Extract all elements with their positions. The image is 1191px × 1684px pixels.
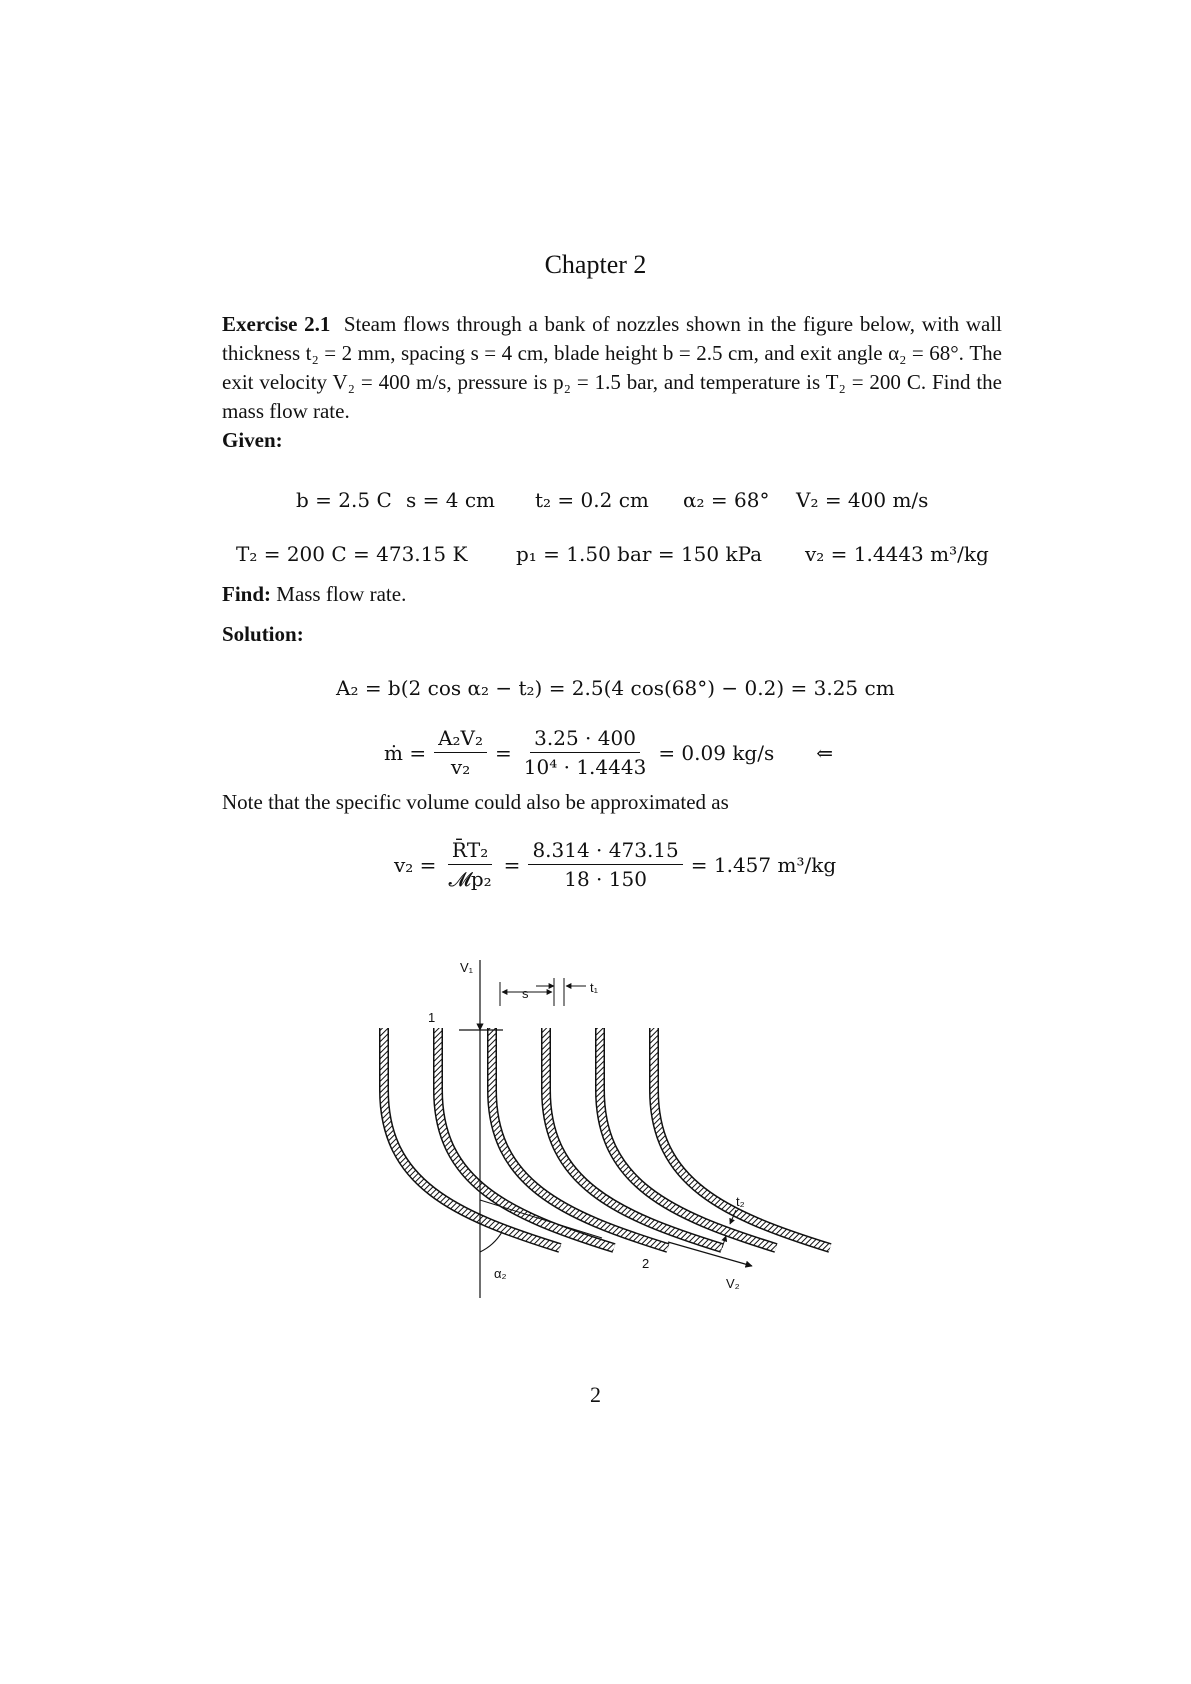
label-alpha2: α₂ (494, 1266, 507, 1281)
equation-mass-flow (384, 724, 833, 781)
equation-specific-volume (394, 836, 836, 893)
given-p1: p₁ = 1.50 bar = 150 kPa (516, 542, 763, 566)
v-result: = 1.457 m³/kg (690, 852, 837, 877)
given-alpha2: α₂ = 68° (683, 488, 770, 512)
v-den1: 𝓜p₂ (448, 867, 492, 891)
v-num2: 8.314 · 473.15 (528, 836, 682, 865)
label-t1: t₁ (590, 980, 598, 995)
label-station-1: 1 (428, 1010, 436, 1025)
mdot-fraction-symbolic (434, 724, 487, 781)
label-v1: V₁ (460, 960, 474, 975)
exercise-text: Steam flows through a bank of nozzles shown in the figure below, with wall thickness t₂ = 2 mm, spacing s = 4 cm, blade height b = 2.5 cm, and exit angle α₂ = 68°. The exit velocity V₂ = 400 m/s, pressure is p₂ = 1.5 bar, and temperature is T₂ = 200 C. Find the mass flow rate. (222, 312, 1002, 423)
answer-arrow-icon: ⇐ (816, 740, 834, 765)
v-lhs: v₂ = (394, 852, 437, 877)
find-line (222, 582, 406, 607)
label-station-2: 2 (642, 1256, 650, 1271)
label-t2: t₂ (736, 1194, 745, 1209)
v-num1: R̄T₂ (448, 836, 492, 865)
mdot-result: = 0.09 kg/s (658, 740, 775, 765)
mdot-den1: v₂ (450, 755, 471, 779)
nozzle-blades (384, 1028, 830, 1248)
exercise-label: Exercise 2.1 (222, 312, 331, 336)
given-V2: V₂ = 400 m/s (796, 488, 929, 512)
given-t2: t₂ = 0.2 cm (535, 488, 649, 512)
label-s: s (522, 986, 529, 1001)
v-fraction-symbolic (444, 836, 495, 893)
chapter-title: Chapter 2 (544, 250, 647, 279)
find-label: Find: (222, 582, 272, 606)
page-number: 2 (590, 1382, 601, 1407)
given-s: s = 4 cm (406, 488, 495, 512)
mdot-eq: = (495, 740, 512, 765)
v-eq: = (503, 852, 521, 877)
nozzle-bank-figure (360, 948, 850, 1308)
alpha2-arc (480, 1232, 502, 1252)
exercise-statement (222, 310, 1002, 426)
mdot-fraction-numeric (520, 724, 651, 781)
note-text: Note that the specific volume could also be approximated as (222, 790, 729, 814)
mdot-lhs: ṁ = (384, 740, 427, 765)
given-b: b = 2.5 C (296, 488, 392, 512)
given-label: Given: (222, 428, 283, 452)
solution-label: Solution: (222, 622, 304, 646)
given-T2: T₂ = 200 C = 473.15 K (236, 542, 468, 566)
given-v2: v₂ = 1.4443 m³/kg (805, 542, 989, 566)
v-fraction-numeric (528, 836, 682, 893)
find-text: Mass flow rate. (276, 582, 407, 606)
label-v2: V₂ (726, 1276, 740, 1291)
mdot-num2: 3.25 · 400 (530, 724, 640, 753)
equation-area: A₂ = b(2 cos α₂ − t₂) = 2.5(4 cos(68°) − 0.2) = 3.25 cm (336, 676, 895, 700)
mdot-den2: 10⁴ · 1.4443 (523, 755, 647, 779)
v-den2: 18 · 150 (564, 867, 647, 891)
mdot-num1: A₂V₂ (434, 724, 487, 753)
